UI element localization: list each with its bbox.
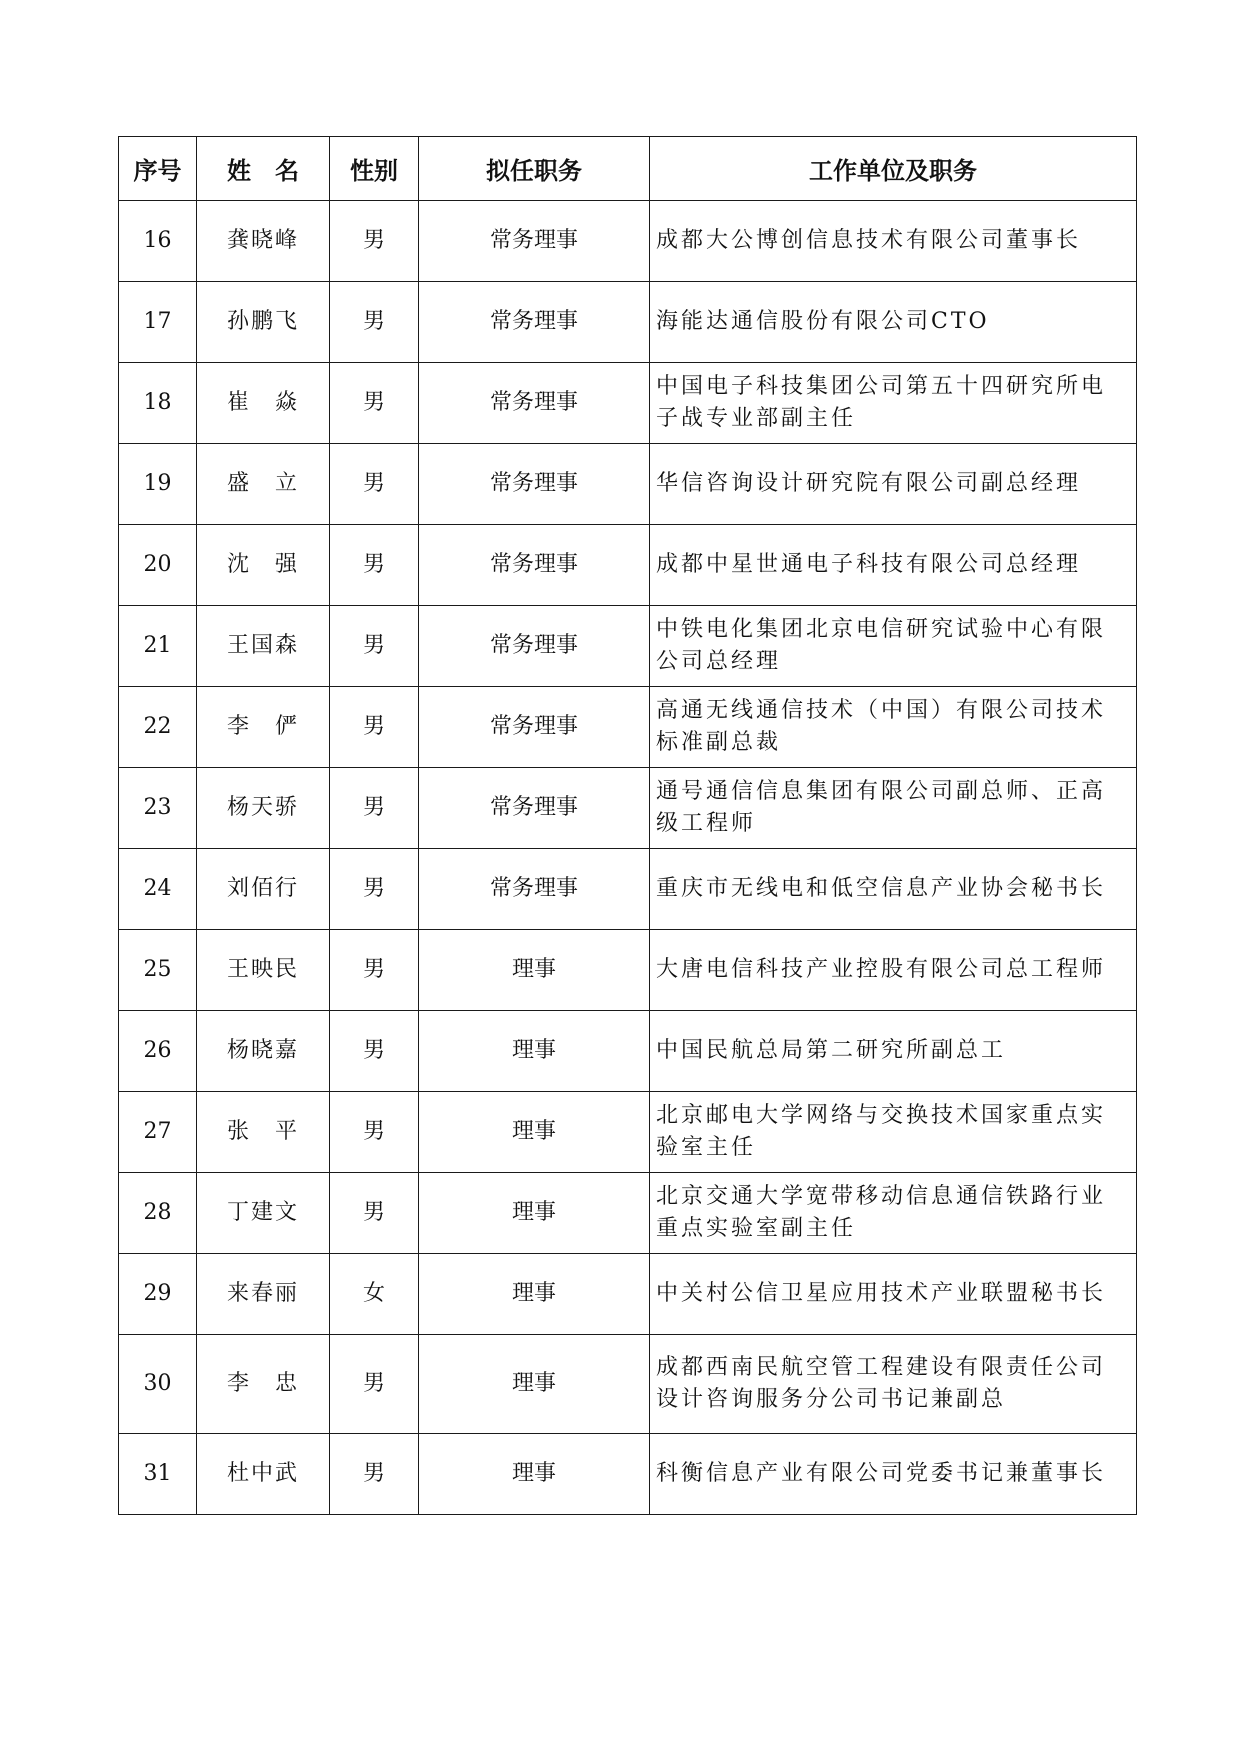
cell-gender: 男 <box>330 201 419 282</box>
cell-name: 刘佰行 <box>197 849 330 930</box>
cell-number: 31 <box>119 1434 197 1515</box>
table-row <box>119 930 1137 1011</box>
header-name: 姓 名 <box>197 137 330 201</box>
cell-number: 27 <box>119 1092 197 1173</box>
cell-gender: 男 <box>330 444 419 525</box>
cell-gender: 男 <box>330 1173 419 1254</box>
cell-name: 杜中武 <box>197 1434 330 1515</box>
cell-gender: 男 <box>330 1434 419 1515</box>
table-row <box>119 1092 1137 1173</box>
table-row <box>119 1434 1137 1515</box>
table-row <box>119 606 1137 687</box>
table-row <box>119 849 1137 930</box>
cell-organization: 海能达通信股份有限公司CTO <box>650 282 1137 363</box>
council-members-table <box>118 136 1137 1515</box>
cell-position: 常务理事 <box>419 606 650 687</box>
cell-gender: 男 <box>330 1335 419 1434</box>
cell-number: 18 <box>119 363 197 444</box>
cell-name: 杨晓嘉 <box>197 1011 330 1092</box>
cell-gender: 男 <box>330 282 419 363</box>
table-row <box>119 768 1137 849</box>
cell-organization: 成都中星世通电子科技有限公司总经理 <box>650 525 1137 606</box>
cell-name: 盛 立 <box>197 444 330 525</box>
table-row <box>119 687 1137 768</box>
table-row <box>119 1335 1137 1434</box>
cell-position: 常务理事 <box>419 444 650 525</box>
cell-number: 23 <box>119 768 197 849</box>
cell-number: 21 <box>119 606 197 687</box>
cell-organization: 成都西南民航空管工程建设有限责任公司设计咨询服务分公司书记兼副总 <box>650 1335 1137 1434</box>
cell-number: 17 <box>119 282 197 363</box>
cell-position: 理事 <box>419 1173 650 1254</box>
cell-gender: 男 <box>330 687 419 768</box>
cell-number: 20 <box>119 525 197 606</box>
cell-position: 常务理事 <box>419 201 650 282</box>
cell-position: 理事 <box>419 1254 650 1335</box>
cell-organization: 中国电子科技集团公司第五十四研究所电子战专业部副主任 <box>650 363 1137 444</box>
cell-position: 理事 <box>419 1434 650 1515</box>
cell-name: 王映民 <box>197 930 330 1011</box>
table-row <box>119 282 1137 363</box>
cell-number: 30 <box>119 1335 197 1434</box>
cell-name: 来春丽 <box>197 1254 330 1335</box>
cell-name: 杨天骄 <box>197 768 330 849</box>
cell-number: 26 <box>119 1011 197 1092</box>
cell-organization: 北京邮电大学网络与交换技术国家重点实验室主任 <box>650 1092 1137 1173</box>
cell-position: 常务理事 <box>419 849 650 930</box>
cell-gender: 男 <box>330 1011 419 1092</box>
cell-name: 李 俨 <box>197 687 330 768</box>
cell-number: 24 <box>119 849 197 930</box>
cell-organization: 大唐电信科技产业控股有限公司总工程师 <box>650 930 1137 1011</box>
cell-position: 理事 <box>419 930 650 1011</box>
table-row <box>119 1173 1137 1254</box>
cell-position: 常务理事 <box>419 363 650 444</box>
header-gender: 性别 <box>330 137 419 201</box>
cell-position: 常务理事 <box>419 282 650 363</box>
cell-name: 张 平 <box>197 1092 330 1173</box>
cell-name: 李 忠 <box>197 1335 330 1434</box>
table-row <box>119 201 1137 282</box>
table-header-row <box>119 137 1137 201</box>
cell-gender: 女 <box>330 1254 419 1335</box>
cell-position: 常务理事 <box>419 687 650 768</box>
cell-gender: 男 <box>330 1092 419 1173</box>
cell-number: 16 <box>119 201 197 282</box>
table-row <box>119 1254 1137 1335</box>
cell-gender: 男 <box>330 930 419 1011</box>
cell-organization: 高通无线通信技术（中国）有限公司技术标准副总裁 <box>650 687 1137 768</box>
table-row <box>119 444 1137 525</box>
cell-position: 理事 <box>419 1335 650 1434</box>
cell-name: 王国森 <box>197 606 330 687</box>
cell-organization: 北京交通大学宽带移动信息通信铁路行业重点实验室副主任 <box>650 1173 1137 1254</box>
cell-organization: 科衡信息产业有限公司党委书记兼董事长 <box>650 1434 1137 1515</box>
table-row <box>119 363 1137 444</box>
cell-name: 沈 强 <box>197 525 330 606</box>
cell-gender: 男 <box>330 606 419 687</box>
cell-position: 理事 <box>419 1092 650 1173</box>
cell-name: 孙鹏飞 <box>197 282 330 363</box>
cell-organization: 中关村公信卫星应用技术产业联盟秘书长 <box>650 1254 1137 1335</box>
cell-organization: 华信咨询设计研究院有限公司副总经理 <box>650 444 1137 525</box>
cell-gender: 男 <box>330 525 419 606</box>
cell-organization: 成都大公博创信息技术有限公司董事长 <box>650 201 1137 282</box>
cell-name: 崔 焱 <box>197 363 330 444</box>
cell-organization: 中铁电化集团北京电信研究试验中心有限公司总经理 <box>650 606 1137 687</box>
table-row <box>119 525 1137 606</box>
cell-number: 19 <box>119 444 197 525</box>
cell-organization: 重庆市无线电和低空信息产业协会秘书长 <box>650 849 1137 930</box>
cell-name: 龚晓峰 <box>197 201 330 282</box>
cell-number: 22 <box>119 687 197 768</box>
cell-gender: 男 <box>330 849 419 930</box>
cell-gender: 男 <box>330 768 419 849</box>
cell-organization: 通号通信信息集团有限公司副总师、正高级工程师 <box>650 768 1137 849</box>
cell-gender: 男 <box>330 363 419 444</box>
cell-number: 29 <box>119 1254 197 1335</box>
cell-position: 常务理事 <box>419 768 650 849</box>
header-number: 序号 <box>119 137 197 201</box>
cell-position: 常务理事 <box>419 525 650 606</box>
table-row <box>119 1011 1137 1092</box>
cell-number: 25 <box>119 930 197 1011</box>
header-organization-and-title: 工作单位及职务 <box>650 137 1137 201</box>
header-proposed-position: 拟任职务 <box>419 137 650 201</box>
cell-position: 理事 <box>419 1011 650 1092</box>
cell-name: 丁建文 <box>197 1173 330 1254</box>
cell-number: 28 <box>119 1173 197 1254</box>
cell-organization: 中国民航总局第二研究所副总工 <box>650 1011 1137 1092</box>
